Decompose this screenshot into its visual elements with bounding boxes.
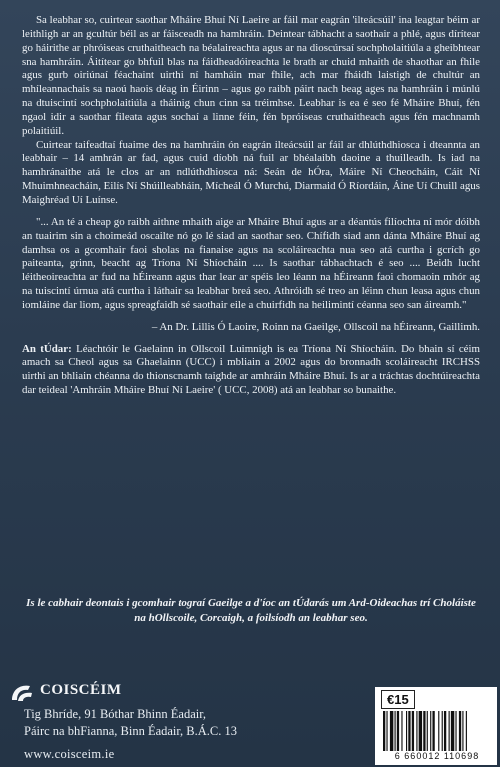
barcode-bar: [386, 711, 387, 751]
barcode-bar: [406, 711, 407, 751]
barcode-bar: [455, 711, 456, 751]
barcode-bar: [462, 711, 463, 751]
barcode-bar: [401, 711, 402, 751]
address-line-1: Tig Bhríde, 91 Bóthar Bhinn Éadair,: [24, 707, 207, 721]
blurb-text: [22, 14, 480, 398]
review-quote: "... An té a cheap go raibh aithne mhaith aige ar Mháire Bhuí agus ar a déantús filíochta ní mór dóibh an tuairim sin a choimeád oscailte nó go lé siad an saothar seo. Chífidh siad ann dánta Mháire Bhuí ag damhsa os a gcomhair faoi sholas na fianaise agus na scoláireachta nua seo atá curtha i gcrích go paiteanta, grinn, beacht ag Tríona Ní Shíocháin .... Is saothar tábhachtach é seo .... Beidh lucht léitheoireachta ar fud na hÉireann agus thar lear ar spéis leo léann na hÉireann faoi chomaoin mhór ag na tuiscintí úrnua atá curtha i láthair sa leabhar breá seo. Athróidh sé treo an léinn chun leasa agus chun iomláine dar liom, agus spreagfaidh sé saothair eile a chuirfidh na heilimintí céanna seo san áireamh.": [22, 215, 480, 311]
intro-paragraph: Sa leabhar so, cuirtear saothar Mháire Bhuí Ní Laeire ar fáil mar eagrán 'ilteácsúil' ina leagtar béim ar leithligh ar an gcultúr béil as ar fáisceadh na hamhráin. Deintear tábhacht a saothair a phlé, agus dírítear go háirithe ar phróiseas cruthaitheach na béalaireachta agus ar na dioscúrsaí sochpholaitiúla a gheibhtear sna hamhráin. Áitítear go bhfuil blas na fáidheadóireachta le brath ar chuid mhaith de shaothar an fhile agus gurb oiriúnaí féachaint uirthi ní hamháin mar fhile, ach mar fháidh laistigh de chultúr an mhíleannachais sa naoú haois déag in Éirinn – agus go raibh páirt nach beag ages na hamhráin i múnlú na dtuiscintí sochpholaitiúla a tháinig chun cinn sa tréimhse. Leabhar is ea é seo fé Mháire Bhuí, fén ngaol idir a saothar fileata agus sochaí a linne féin, fén bpróiseas cruthaitheach agus fén machnamh polaitiúil.: [22, 14, 480, 137]
barcode-bar: [423, 711, 425, 751]
barcode-bar: [390, 711, 393, 751]
author-bio: Léachtóir le Gaelainn in Ollscoil Luimnigh is ea Tríona Ní Shíocháin. Do bhain sí céim amach sa Cheol agus sa Ghaelainn (UCC) i mbliain a 2002 agus do bronnadh scoláireacht IRCHSS uirthi an bhliain chéanna do thionscnamh taighde ar amhráin Mháire Bhuí. Is ar a tráchtas dochtúireachta dar teideal 'Amhráin Mháire Bhuí Ní Laeire' ( UCC, 2008) atá an leabhar so bunaithe.: [22, 342, 480, 397]
barcode-panel: [375, 687, 497, 765]
publisher-name: COISCÉIM: [40, 682, 122, 698]
publisher-website[interactable]: www.coisceim.ie: [24, 747, 115, 761]
author-section: [22, 343, 480, 398]
barcode-bar: [466, 711, 467, 751]
coisceim-logo-icon: [8, 680, 36, 704]
barcode-bar: [438, 711, 439, 751]
barcode-icon: [383, 711, 491, 751]
barcode-bar: [427, 711, 428, 751]
recordings-paragraph: Cuirtear taifeadtaí fuaime des na hamhráin ón eagrán ilteácsúil ar fáil ar dhlúthdhiosca i dteannta an leabhair – 14 amhrán ar fad, agus cuid díobh ná fuil ar bhéalaibh daoine a thuilleadh. Is iad na hamhránaithe atá le clos ar an ndlúthdhiosca ná: Seán de hÓra, Máire Ní Cheocháin, Cáit Ní Mhuimhneacháin, Eilís Ní Shúilleabháin, Mícheál Ó Murchú, Diarmaid Ó Ríordáin, Áine Uí Chuill agus Maighréad Uí Luínse.: [22, 138, 480, 206]
barcode-bar: [432, 711, 434, 751]
barcode-bar: [442, 711, 443, 751]
barcode-bar: [397, 711, 399, 751]
barcode-bar: [459, 711, 461, 751]
barcode-bar: [408, 711, 410, 751]
author-label: An tÚdar:: [22, 342, 72, 355]
quote-attribution: – An Dr. Lillis Ó Laoire, Roinn na Gaeilge, Ollscoil na hÉireann, Gaillimh.: [151, 320, 480, 333]
publisher-address: [24, 706, 237, 740]
price-label: €15: [381, 690, 415, 709]
barcode-bar: [430, 711, 431, 751]
address-line-2: Páirc na bhFianna, Binn Éadair, B.Á.C. 13: [24, 723, 238, 738]
barcode-bar: [412, 711, 414, 751]
barcode-bar: [383, 711, 385, 751]
barcode-bar: [395, 711, 396, 751]
funding-note: Is le cabhair deontais i gcomhair tograí Gaeilge a d'íoc an tÚdarás um Ard-Oideachas trí Choláiste na hOllscoile, Corcaigh, a foilsíodh an leabhar seo.: [26, 597, 476, 625]
barcode-bar: [416, 711, 417, 751]
barcode-bar: [419, 711, 422, 751]
barcode-bar: [449, 711, 450, 751]
barcode-bar: [444, 711, 446, 751]
barcode-bar: [451, 711, 454, 751]
barcode-number: 6 660012 110698: [394, 751, 480, 761]
